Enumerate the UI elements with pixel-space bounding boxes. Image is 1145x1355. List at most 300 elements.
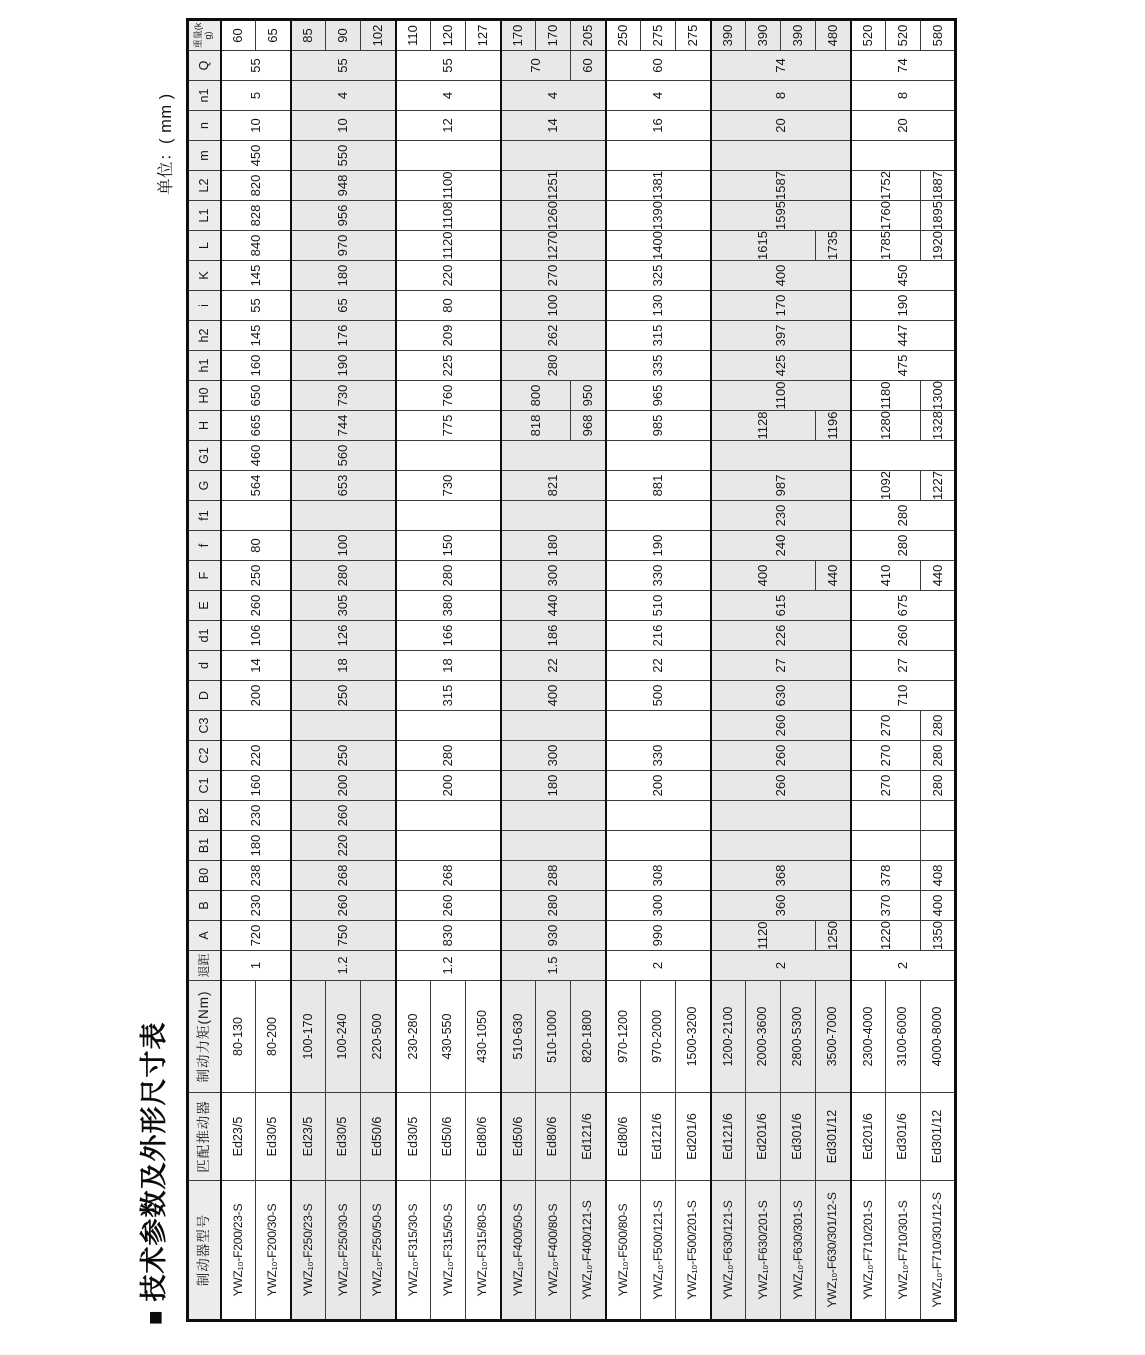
table-cell: 315 (606, 321, 711, 351)
column-header-n: n (188, 111, 221, 141)
table-cell: Ed121/6 (571, 1093, 606, 1181)
table-cell: 390 (781, 20, 816, 51)
table-cell: 1200-2100 (711, 981, 746, 1093)
table-cell: 400 (921, 891, 956, 921)
table-cell: 1 (221, 951, 291, 981)
model-cell: YWZ₁₀-F200/30-S (256, 1181, 291, 1321)
table-cell (851, 141, 956, 171)
table-cell: 85 (291, 20, 326, 51)
table-cell: 315 (396, 681, 501, 711)
table-cell: 1196 (816, 411, 851, 441)
column-header-A: A (188, 921, 221, 951)
table-cell: Ed121/6 (641, 1093, 676, 1181)
table-cell: 27 (851, 651, 956, 681)
table-cell: 250 (606, 20, 641, 51)
table-cell: 260 (851, 621, 956, 651)
table-cell: 2 (851, 951, 956, 981)
table-cell: 1595 (711, 201, 851, 231)
table-cell: 209 (396, 321, 501, 351)
table-cell: 987 (711, 471, 851, 501)
table-cell: 2000-3600 (746, 981, 781, 1093)
table-cell: 260 (291, 801, 396, 831)
table-cell (851, 801, 921, 831)
table-cell: 80-200 (256, 981, 291, 1093)
table-cell (606, 501, 711, 531)
table-cell: 60 (606, 51, 711, 81)
table-cell: Ed201/6 (746, 1093, 781, 1181)
table-cell: 200 (221, 681, 291, 711)
table-cell: Ed80/6 (606, 1093, 641, 1181)
table-cell: 180 (501, 771, 606, 801)
table-cell: 985 (606, 411, 711, 441)
table-cell: 200 (606, 771, 711, 801)
table-cell: 190 (606, 531, 711, 561)
table-cell: 510-1000 (536, 981, 571, 1093)
column-header-f1: f1 (188, 501, 221, 531)
column-header-C2: C2 (188, 741, 221, 771)
table-cell (711, 831, 851, 861)
table-cell: 400 (711, 561, 816, 591)
table-cell: 280 (851, 501, 956, 531)
table-cell: 550 (291, 141, 396, 171)
table-cell: Ed301/6 (781, 1093, 816, 1181)
table-cell: 800 (501, 381, 571, 411)
table-cell: 305 (291, 591, 396, 621)
column-header-d: d (188, 651, 221, 681)
table-cell: 10 (221, 111, 291, 141)
table-cell: 370 (851, 891, 921, 921)
table-cell: 250 (291, 741, 396, 771)
table-cell: 430-550 (431, 981, 466, 1093)
table-cell: 500 (606, 681, 711, 711)
table-cell: 1887 (921, 171, 956, 201)
model-cell: YWZ₁₀-F710/301/12-S (921, 1181, 956, 1321)
table-cell: 300 (501, 561, 606, 591)
table-cell: Ed80/6 (466, 1093, 501, 1181)
table-cell: 268 (396, 861, 501, 891)
column-header-thruster: 匹配推动器 (188, 1093, 221, 1181)
table-cell: 4 (606, 81, 711, 111)
table-cell: 300 (501, 741, 606, 771)
model-cell: YWZ₁₀-F200/23-S (221, 1181, 256, 1321)
table-cell: Ed201/6 (851, 1093, 886, 1181)
table-cell: 240 (711, 531, 851, 561)
table-cell: 226 (711, 621, 851, 651)
table-cell (221, 501, 291, 531)
table-cell: Ed50/6 (501, 1093, 536, 1181)
table-cell: 100-170 (291, 981, 326, 1093)
model-cell: YWZ₁₀-F400/80-S (536, 1181, 571, 1321)
table-cell (711, 141, 851, 171)
model-cell: YWZ₁₀-F315/80-S (466, 1181, 501, 1321)
column-header-m: m (188, 141, 221, 171)
table-cell: 4000-8000 (921, 981, 956, 1093)
table-cell: 280 (851, 531, 956, 561)
table-cell: 190 (851, 291, 956, 321)
table-cell: 1300 (921, 381, 956, 411)
table-cell: 65 (291, 291, 396, 321)
table-cell: 260 (221, 591, 291, 621)
table-cell: 970-1200 (606, 981, 641, 1093)
table-cell: 948 (291, 171, 396, 201)
table-cell: 970-2000 (641, 981, 676, 1093)
table-cell: 564 (221, 471, 291, 501)
table-cell: Ed301/12 (816, 1093, 851, 1181)
table-row (851, 20, 886, 1321)
table-cell: 410 (851, 561, 921, 591)
table-cell: 760 (396, 381, 501, 411)
column-header-Q: Q (188, 51, 221, 81)
table-cell: 881 (606, 471, 711, 501)
table-cell: 280 (291, 561, 396, 591)
table-cell: 100 (501, 291, 606, 321)
table-cell (501, 801, 606, 831)
table-cell: 1895 (921, 201, 956, 231)
table-cell: 186 (501, 621, 606, 651)
column-header-H: H (188, 411, 221, 441)
table-cell: 14 (221, 651, 291, 681)
table-cell: 950 (571, 381, 606, 411)
table-cell: 2 (711, 951, 851, 981)
table-cell: 1227 (921, 471, 956, 501)
table-cell: 510 (606, 591, 711, 621)
table-cell: 55 (396, 51, 501, 81)
table-cell: Ed301/6 (886, 1093, 921, 1181)
table-cell: 180 (221, 831, 291, 861)
table-cell: 3100-6000 (886, 981, 921, 1093)
table-cell (396, 141, 501, 171)
table-cell: 308 (606, 861, 711, 891)
column-header-h1: h1 (188, 351, 221, 381)
column-header-tuiju: 退距 (188, 951, 221, 981)
table-cell: 260 (711, 771, 851, 801)
table-row (221, 20, 256, 1321)
table-cell: 840 (221, 231, 291, 261)
table-cell: 60 (221, 20, 256, 51)
table-cell: Ed80/6 (536, 1093, 571, 1181)
table-cell: 102 (361, 20, 396, 51)
column-header-G1: G1 (188, 441, 221, 471)
table-cell: 730 (291, 381, 396, 411)
table-cell: 3500-7000 (816, 981, 851, 1093)
table-cell: 280 (921, 771, 956, 801)
table-cell (396, 801, 501, 831)
table-cell: 288 (501, 861, 606, 891)
page-title (132, 1022, 171, 1326)
model-cell: YWZ₁₀-F400/50-S (501, 1181, 536, 1321)
table-cell: 390 (711, 20, 746, 51)
table-cell (501, 831, 606, 861)
table-cell: 268 (291, 861, 396, 891)
column-header-B2: B2 (188, 801, 221, 831)
table-cell: 22 (606, 651, 711, 681)
table-cell: 220-500 (361, 981, 396, 1093)
table-cell: Ed30/5 (256, 1093, 291, 1181)
table-cell: 2800-5300 (781, 981, 816, 1093)
table-cell: 1280 (851, 411, 921, 441)
model-cell: YWZ₁₀-F315/30-S (396, 1181, 431, 1321)
table-cell: 4 (396, 81, 501, 111)
table-cell: 930 (501, 921, 606, 951)
table-cell: 1100 (396, 171, 501, 201)
table-cell: 60 (571, 51, 606, 81)
column-header-K: K (188, 261, 221, 291)
table-cell: 216 (606, 621, 711, 651)
table-cell: 720 (221, 921, 291, 951)
table-cell: 170 (501, 20, 536, 51)
table-cell: 560 (291, 441, 396, 471)
table-cell: Ed50/6 (431, 1093, 466, 1181)
model-cell: YWZ₁₀-F710/301-S (886, 1181, 921, 1321)
table-cell: 270 (501, 261, 606, 291)
table-cell: 330 (606, 741, 711, 771)
table-cell (291, 501, 396, 531)
table-cell: 8 (711, 81, 851, 111)
table-cell: 10 (291, 111, 396, 141)
column-header-E: E (188, 591, 221, 621)
table-cell: 280 (396, 741, 501, 771)
column-header-B: B (188, 891, 221, 921)
table-cell (606, 441, 711, 471)
table-cell: 400 (711, 261, 851, 291)
table-cell: Ed121/6 (711, 1093, 746, 1181)
model-cell: YWZ₁₀-F500/201-S (676, 1181, 711, 1321)
table-cell (396, 831, 501, 861)
table-cell (711, 441, 851, 471)
table-cell: 150 (396, 531, 501, 561)
table-cell: 18 (291, 651, 396, 681)
table-cell: 1615 (711, 231, 816, 261)
table-cell (396, 501, 501, 531)
table-cell: Ed23/5 (291, 1093, 326, 1181)
table-cell: 1120 (396, 231, 501, 261)
table-cell: 8 (851, 81, 956, 111)
table-cell: 20 (711, 111, 851, 141)
table-cell: 675 (851, 591, 956, 621)
table-cell: 90 (326, 20, 361, 51)
model-cell: YWZ₁₀-F630/301-S (781, 1181, 816, 1321)
table-cell (606, 141, 711, 171)
table-cell: 430-1050 (466, 981, 501, 1093)
column-header-L2: L2 (188, 171, 221, 201)
table-cell: 280 (921, 711, 956, 741)
table-cell: 335 (606, 351, 711, 381)
column-header-L: L (188, 231, 221, 261)
model-cell: YWZ₁₀-F250/30-S (326, 1181, 361, 1321)
table-cell (291, 711, 396, 741)
table-cell: 80-130 (221, 981, 256, 1093)
table-cell: 1920 (921, 231, 956, 261)
table-cell: 110 (396, 20, 431, 51)
table-cell: 126 (291, 621, 396, 651)
table-cell: 145 (221, 321, 291, 351)
table-cell: 2 (606, 951, 711, 981)
column-header-d1: d1 (188, 621, 221, 651)
table-cell: 262 (501, 321, 606, 351)
table-cell: Ed30/5 (396, 1093, 431, 1181)
table-cell: 27 (711, 651, 851, 681)
table-cell (221, 711, 291, 741)
table-cell: 238 (221, 861, 291, 891)
table-cell: 230 (711, 501, 851, 531)
table-cell: 55 (291, 51, 396, 81)
model-cell: YWZ₁₀-F630/201-S (746, 1181, 781, 1321)
column-header-i: i (188, 291, 221, 321)
title-bullet-icon: ■ (142, 1309, 169, 1325)
table-cell: 127 (466, 20, 501, 51)
table-cell: 220 (221, 741, 291, 771)
table-cell: 260 (291, 891, 396, 921)
table-cell: 1260 (501, 201, 606, 231)
table-cell: 1220 (851, 921, 921, 951)
column-header-H0: H0 (188, 381, 221, 411)
table-cell: 230 (221, 801, 291, 831)
table-cell: 55 (221, 291, 291, 321)
table-cell: 275 (641, 20, 676, 51)
table-cell: 440 (816, 561, 851, 591)
table-cell: 828 (221, 201, 291, 231)
table-cell: 280 (921, 741, 956, 771)
table-cell: 460 (221, 441, 291, 471)
table-cell: 730 (396, 471, 501, 501)
table-cell (606, 711, 711, 741)
table-cell: 1760 (851, 201, 921, 231)
table-cell: 615 (711, 591, 851, 621)
table-cell: Ed201/6 (676, 1093, 711, 1181)
column-header-n1: n1 (188, 81, 221, 111)
table-cell: 2300-4000 (851, 981, 886, 1093)
model-cell: YWZ₁₀-F400/121-S (571, 1181, 606, 1321)
table-cell: 520 (886, 20, 921, 51)
table-cell (501, 441, 606, 471)
column-header-f: f (188, 531, 221, 561)
table-cell: 1785 (851, 231, 921, 261)
table-cell: 65 (256, 20, 291, 51)
table-row (501, 20, 536, 1321)
column-header-model: 制动器型号 (188, 1181, 221, 1321)
table-cell: 130 (606, 291, 711, 321)
table-cell: 1270 (501, 231, 606, 261)
table-cell: 280 (501, 891, 606, 921)
table-cell: 260 (711, 711, 851, 741)
table-cell: 1100 (711, 381, 851, 411)
column-header-h2: h2 (188, 321, 221, 351)
table-cell: 821 (501, 471, 606, 501)
column-header-G: G (188, 471, 221, 501)
model-cell: YWZ₁₀-F315/50-S (431, 1181, 466, 1321)
table-cell: 12 (396, 111, 501, 141)
table-cell: 956 (291, 201, 396, 231)
table-cell (711, 801, 851, 831)
table-cell: 400 (501, 681, 606, 711)
table-cell: 510-630 (501, 981, 536, 1093)
table-cell (501, 141, 606, 171)
table-cell: 450 (221, 141, 291, 171)
table-cell: 1500-3200 (676, 981, 711, 1093)
table-cell: 1.5 (501, 951, 606, 981)
table-cell: 1735 (816, 231, 851, 261)
table-cell: 300 (606, 891, 711, 921)
table-cell (396, 441, 501, 471)
column-header-L1: L1 (188, 201, 221, 231)
table-cell: 775 (396, 411, 501, 441)
table-cell: Ed23/5 (221, 1093, 256, 1181)
table-cell: 520 (851, 20, 886, 51)
table-cell: 74 (711, 51, 851, 81)
table-cell: 990 (606, 921, 711, 951)
table-cell (851, 831, 921, 861)
table-cell: 710 (851, 681, 956, 711)
table-cell: 200 (291, 771, 396, 801)
table-row (291, 20, 326, 1321)
table-row (606, 20, 641, 1321)
table-cell: 55 (221, 51, 291, 81)
page-title-text: 技术参数及外形尺寸表 (139, 1021, 169, 1302)
table-cell: 166 (396, 621, 501, 651)
table-cell: 270 (851, 741, 921, 771)
table-cell (606, 831, 711, 861)
model-cell: YWZ₁₀-F250/23-S (291, 1181, 326, 1321)
table-cell: 80 (221, 531, 291, 561)
table-cell: 80 (396, 291, 501, 321)
table-cell: 1587 (711, 171, 851, 201)
table-cell: 1400 (606, 231, 711, 261)
table-cell: 1381 (606, 171, 711, 201)
table-cell (921, 831, 956, 861)
column-header-C1: C1 (188, 771, 221, 801)
table-cell: 275 (676, 20, 711, 51)
table-cell: 1108 (396, 201, 501, 231)
table-cell: 440 (501, 591, 606, 621)
table-cell: 4 (291, 81, 396, 111)
table-cell: 653 (291, 471, 396, 501)
table-cell: 270 (851, 711, 921, 741)
table-cell: Ed50/6 (361, 1093, 396, 1181)
table-cell (606, 801, 711, 831)
table-cell: 440 (921, 561, 956, 591)
table-cell: 190 (291, 351, 396, 381)
column-header-B0: B0 (188, 861, 221, 891)
table-cell: 970 (291, 231, 396, 261)
table-cell: 120 (431, 20, 466, 51)
table-cell: 170 (711, 291, 851, 321)
table-cell: 630 (711, 681, 851, 711)
table-cell: 1752 (851, 171, 921, 201)
table-cell: 16 (606, 111, 711, 141)
table-cell: 480 (816, 20, 851, 51)
table-cell: 20 (851, 111, 956, 141)
table-cell: 325 (606, 261, 711, 291)
table-cell: 378 (851, 861, 921, 891)
table-cell: 390 (746, 20, 781, 51)
table-cell: Ed301/12 (921, 1093, 956, 1181)
table-row (711, 20, 746, 1321)
model-cell: YWZ₁₀-F250/50-S (361, 1181, 396, 1321)
column-header-torque: 制动力矩(Nm) (188, 981, 221, 1093)
table-cell: 447 (851, 321, 956, 351)
table-cell (501, 501, 606, 531)
table-cell: 580 (921, 20, 956, 51)
table-cell: 368 (711, 861, 851, 891)
spec-table (186, 18, 957, 1322)
model-cell: YWZ₁₀-F630/301/12-S (816, 1181, 851, 1321)
table-cell: 230 (221, 891, 291, 921)
table-cell: 1092 (851, 471, 921, 501)
table-cell: 1350 (921, 921, 956, 951)
table-cell: 965 (606, 381, 711, 411)
table-cell: 70 (501, 51, 571, 81)
table-cell: 360 (711, 891, 851, 921)
